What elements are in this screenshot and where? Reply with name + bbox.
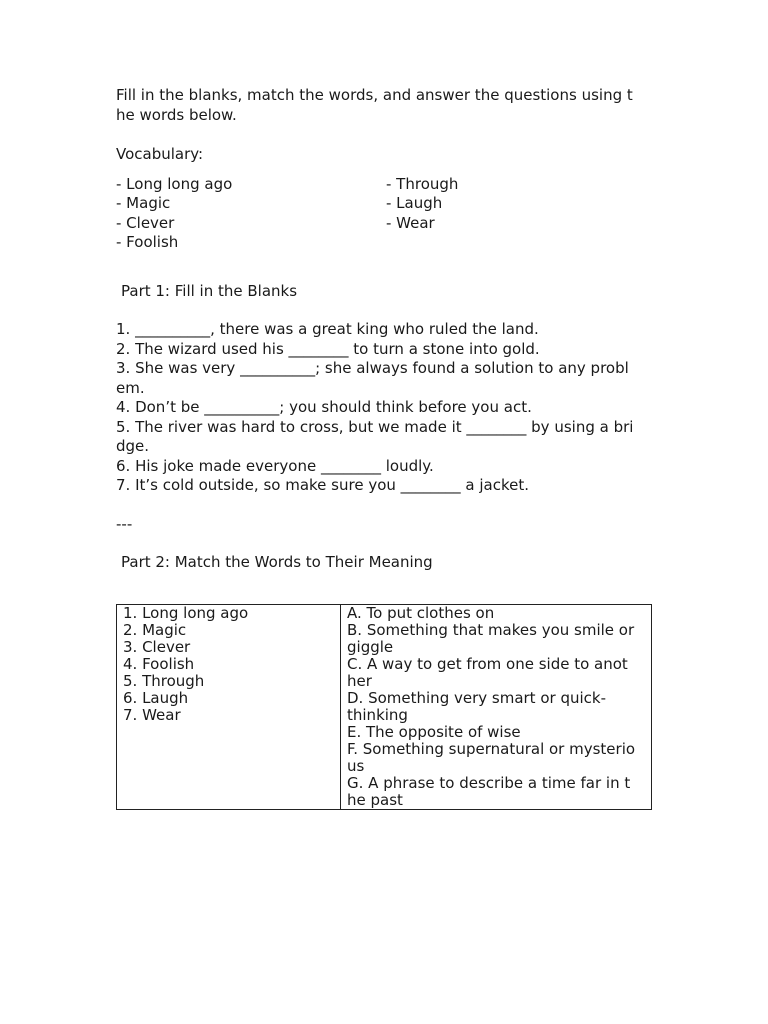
words-column (117, 604, 341, 809)
match-meaning: C. A way to get from one side to anot (347, 654, 628, 673)
vocabulary-item: - Foolish (116, 233, 179, 251)
question-line: dge. (116, 437, 150, 455)
vocabulary-item: - Magic (116, 194, 171, 212)
match-word: 5. Through (123, 671, 205, 690)
worksheet-page (116, 86, 656, 810)
match-meaning: her (347, 671, 372, 690)
vocabulary-list (116, 175, 656, 253)
match-meaning: giggle (347, 637, 394, 656)
question-line: 5. The river was hard to cross, but we made it ________ by using a bri (116, 417, 634, 436)
match-meaning: E. The opposite of wise (347, 722, 521, 741)
instructions-line: Fill in the blanks, match the words, and answer the questions using t (116, 86, 633, 104)
question-line: 6. His joke made everyone ________ loudly. (116, 456, 434, 475)
meanings-column (341, 604, 652, 809)
matching-table (116, 604, 652, 810)
match-meaning: B. Something that makes you smile or (347, 620, 635, 639)
match-meaning: thinking (347, 705, 408, 724)
match-word: 2. Magic (123, 620, 187, 639)
match-meaning: us (347, 756, 365, 775)
question-line: 1. __________, there was a great king who ruled the land. (116, 320, 539, 338)
part1-heading: Part 1: Fill in the Blanks (121, 281, 298, 300)
question-line: 2. The wizard used his ________ to turn a stone into gold. (116, 339, 540, 358)
question-line: em. (116, 378, 145, 397)
match-meaning: F. Something supernatural or mysterio (347, 739, 636, 758)
match-word: 6. Laugh (123, 688, 189, 707)
fill-in-blanks-questions (116, 320, 656, 496)
question-line: 4. Don’t be __________; you should think before you act. (116, 398, 532, 416)
match-meaning: he past (347, 790, 403, 809)
match-meaning: D. Something very smart or quick- (347, 688, 606, 707)
part2-heading: Part 2: Match the Words to Their Meaning (121, 553, 433, 571)
match-word: 1. Long long ago (123, 603, 249, 622)
match-meaning: A. To put clothes on (347, 603, 495, 622)
vocabulary-item: - Clever (116, 213, 175, 232)
vocabulary-column-right (386, 175, 656, 253)
table-row (117, 604, 652, 809)
vocabulary-item: - Long long ago (116, 174, 233, 193)
vocabulary-column-left (116, 175, 386, 253)
match-word: 3. Clever (123, 637, 191, 656)
match-meaning: G. A phrase to describe a time far in t (347, 773, 631, 792)
question-line: 3. She was very __________; she always found a solution to any probl (116, 359, 629, 377)
vocabulary-item: - Laugh (386, 194, 443, 212)
instructions (116, 86, 656, 125)
vocabulary-title: Vocabulary: (116, 145, 204, 163)
question-line: 7. It’s cold outside, so make sure you ________ a jacket. (116, 476, 530, 494)
section-separator: --- (116, 514, 133, 533)
match-word: 4. Foolish (123, 654, 195, 673)
match-word: 7. Wear (123, 705, 181, 724)
instructions-line: he words below. (116, 105, 237, 124)
vocabulary-item: - Through (386, 174, 459, 193)
vocabulary-item: - Wear (386, 213, 435, 232)
